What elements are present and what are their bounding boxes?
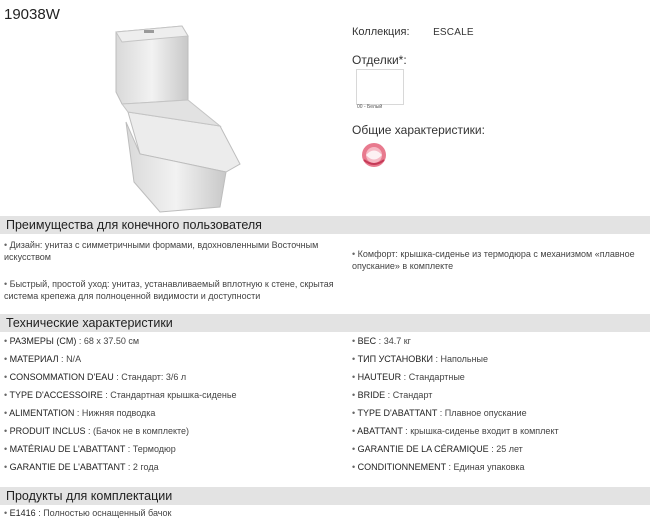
advantage-item: • Комфорт: крышка-сиденье из термодюра с механизмом «плавное опускание» в комплекте [352,249,635,271]
advantages-header: Преимущества для конечного пользователя [0,216,650,234]
toilet-image [100,22,260,217]
tech-row: • МАТЕРИАЛ : N/A [4,354,82,364]
advantage-item: • Быстрый, простой уход: унитаз, устанавливаемый вплотную к стене, скрытая система крепежа для полноценной видимости и доступности [4,279,334,301]
finish-swatch-white[interactable] [356,69,404,105]
tech-header: Технические характеристики [0,314,650,332]
tech-row: • ТИП УСТАНОВКИ : Напольные [352,354,489,364]
tech-row: • РАЗМЕРЫ (CM) : 68 x 37.50 см [4,336,140,346]
product-code: 19038W [4,6,60,23]
tech-row: • GARANTIE DE L'ABATTANT : 2 года [4,462,159,472]
finish-swatch-label: 00 - Белый [357,104,383,110]
product-item[interactable]: • E1416 : Полностью оснащенный бачок [4,508,172,518]
tech-row: • ABATTANT : крышка-сиденье входит в комплект [352,426,559,436]
tech-row: • TYPE D'ABATTANT : Плавное опускание [352,408,527,418]
tech-row: • GARANTIE DE LA CÉRAMIQUE : 25 лет [352,444,523,454]
collection-row [352,26,642,38]
general-title: Общие характеристики: [352,123,485,137]
tech-row: • TYPE D'ACCESSOIRE : Стандартная крышка-сиденье [4,390,237,400]
tech-row: • CONDITIONNEMENT : Единая упаковка [352,462,525,472]
products-header: Продукты для комплектации [0,487,650,505]
tech-row: • CONSOMMATION D'EAU : Стандарт: 3/6 л [4,372,187,382]
tech-row: • HAUTEUR : Стандартные [352,372,465,382]
quality-seal-icon [356,140,392,170]
collection-label: Коллекция: [352,26,410,38]
advantage-item: • Дизайн: унитаз с симметричными формами, вдохновленными Восточным искусством [4,240,319,262]
tech-row: • MATÉRIAU DE L'ABATTANT : Термодюр [4,444,176,454]
collection-value: ESCALE [433,27,474,38]
tech-row: • ALIMENTATION : Нижняя подводка [4,408,156,418]
finishes-title: Отделки*: [352,53,407,67]
tech-row: • BRIDE : Стандарт [352,390,433,400]
tech-row: • PRODUIT INCLUS : (Бачок не в комплекте) [4,426,190,436]
tech-row: • ВЕС : 34.7 кг [352,336,411,346]
